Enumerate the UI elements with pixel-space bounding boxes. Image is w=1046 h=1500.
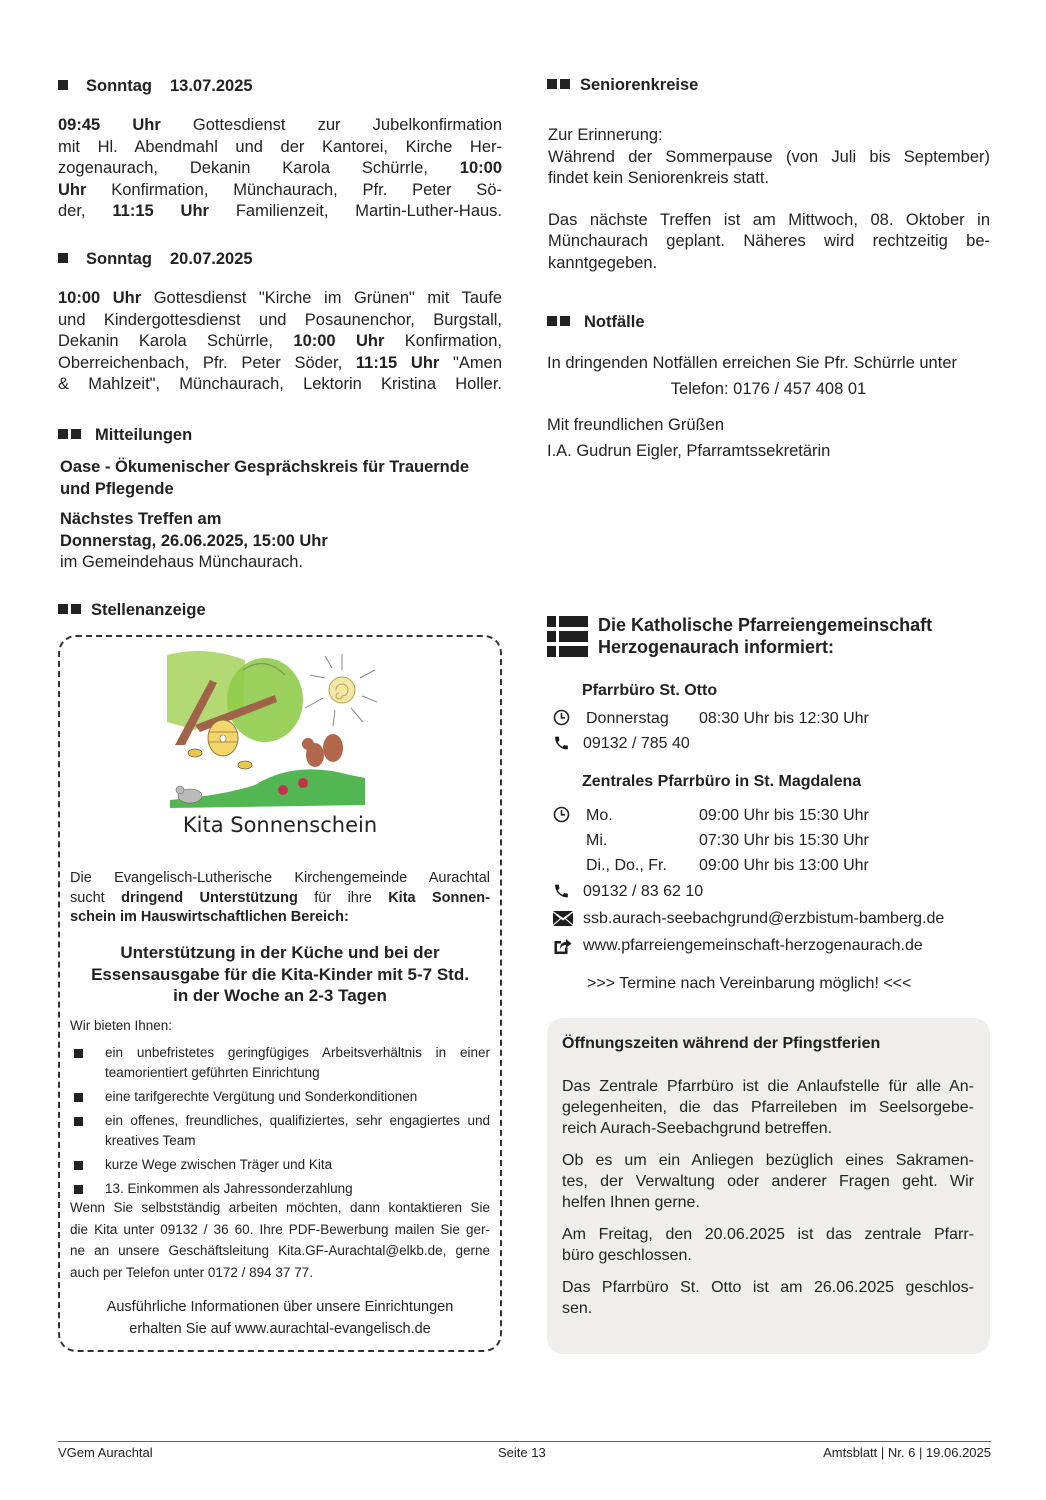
sunday-2-heading — [58, 249, 253, 271]
pfingstferien-info-box — [547, 1018, 990, 1354]
bullet-square-icon — [74, 1117, 83, 1126]
hours-day: Mi. — [586, 832, 608, 849]
magdalena-website-row — [547, 935, 990, 957]
pfingstferien-paragraph: Am Freitag, den 20.06.2025 ist das zentrale Pfarr- büro geschlossen. — [562, 1226, 974, 1264]
otto-phone: 09132 / 785 40 — [583, 735, 690, 752]
job-ad-box — [58, 635, 502, 1352]
hours-day: Mo. — [586, 807, 613, 824]
appointment-note: >>> Termine nach Vereinbarung möglich! <<< — [587, 975, 912, 992]
text-line: der, 11:15 Uhr Familienzeit, Martin-Luther-Haus. — [58, 202, 503, 220]
envelope-icon — [553, 911, 573, 926]
hours-day: Di., Do., Fr. — [586, 857, 667, 874]
kita-logo-illustration — [165, 650, 380, 810]
bullet-square-icon — [547, 316, 557, 326]
sunday-1-schedule — [58, 115, 502, 223]
offer-item: ein unbefristetes geringfügiges Arbeitsverhältnis in einer teamorientiert geführten Einrichtung — [70, 1043, 490, 1083]
text-line: Uhr Konfirmation, Münchaurach, Pfr. Peter Sö- — [58, 180, 502, 199]
mitteilungen-heading: Mitteilungen — [58, 425, 192, 447]
catholic-section-title: Die Katholische Pfarreiengemeinschaft Herzogenaurach informiert: — [598, 615, 933, 657]
bullet-square-icon — [71, 604, 81, 614]
magdalena-phone-row — [547, 881, 990, 903]
offer-item: ein offenes, freundliches, qualifiziertes, sehr engagiertes und kreatives Team — [70, 1111, 490, 1151]
clock-icon — [553, 709, 570, 726]
day-label: Sonntag — [86, 250, 152, 268]
website-link[interactable]: erhalten Sie auf www.aurachtal-evangelisch.de — [129, 1320, 431, 1337]
bullet-square-icon — [58, 253, 68, 263]
sunday-1-heading — [58, 76, 253, 98]
bullet-square-icon — [71, 429, 81, 439]
clock-icon — [553, 806, 570, 823]
otto-hours-row: Donnerstag 08:30 Uhr bis 12:30 Uhr — [547, 708, 990, 730]
text-line: Oberreichenbach, Pfr. Peter Söder, 11:15 Uhr "Amen — [58, 353, 502, 372]
offer-item: kurze Wege zwischen Träger und Kita — [70, 1155, 490, 1175]
text-line: und Kindergottesdienst und Posaunenchor, Burgstall, — [58, 310, 502, 329]
kita-logo-caption: Kita Sonnenschein — [182, 813, 378, 837]
bullet-square-icon — [74, 1161, 83, 1170]
bullet-square-icon — [547, 79, 557, 89]
bullet-square-icon — [58, 80, 68, 90]
text-line: & Mahlzeit", Münchaurach, Lektorin Kristina Holler. — [58, 375, 502, 393]
hours-time: 07:30 Uhr bis 15:30 Uhr — [699, 832, 869, 849]
footer-page-number: Seite 13 — [498, 1445, 546, 1460]
notfaelle-body: In dringenden Notfällen erreichen Sie Pfr. Schürrle unter Telefon: 0176 / 457 408 01 Mit freundlichen Grüßen I.A. Gudrun Eigler, Pfarramtssekretärin — [547, 350, 990, 464]
list-menu-icon — [547, 616, 588, 658]
text-line: 10:00 Uhr Gottesdienst "Kirche im Grünen" mit Taufe — [58, 289, 502, 307]
notfaelle-heading: Notfälle — [547, 312, 645, 334]
job-ad-more-info: Ausführliche Informationen über unsere Einrichtungen erhalten Sie auf www.aurachtal-evangelisch.de — [60, 1297, 500, 1340]
magdalena-email-row — [547, 908, 990, 930]
offer-item: 13. Einkommen als Jahressonderzahlung — [70, 1179, 490, 1199]
sunday-2-schedule — [58, 288, 502, 396]
bullet-square-icon — [560, 79, 570, 89]
job-ad-contact: Wenn Sie selbstständig arbeiten möchten, dann kontaktieren Sie die Kita unter 09132 / 36 60. Ihre PDF-Bewerbung mailen Sie ger- ne an unsere Geschäftsleitung Kita.GF-Aurachtal@elkb.de, gerne auch per Telefon unter 0172 / 894 37 77. — [70, 1200, 490, 1280]
signature: I.A. Gudrun Eigler, Pfarramtssekretärin — [547, 442, 831, 460]
bullet-square-icon — [560, 316, 570, 326]
oase-title: Oase - Ökumenischer Gesprächskreis für Trauernde und Pflegende — [60, 458, 470, 498]
phone-icon — [553, 734, 570, 752]
text-line: sucht dringend Unterstützung für ihre Kita Sonnen- — [70, 889, 490, 906]
external-link-icon — [553, 937, 572, 955]
email-link[interactable]: ssb.aurach-seebachgrund@erzbistum-bamberg.de — [583, 910, 945, 927]
job-ad-highlight: Unterstützung in der Küche und bei der Essensausgabe für die Kita-Kinder mit 5-7 Std. in der Woche an 2-3 Tagen — [91, 943, 469, 1005]
pfingstferien-heading: Öffnungszeiten während der Pfingstferien — [562, 1035, 881, 1052]
seniorenkreise-heading: Seniorenkreise — [547, 75, 698, 97]
hours-time: 09:00 Uhr bis 13:00 Uhr — [699, 857, 869, 874]
bullet-square-icon — [74, 1185, 83, 1194]
offer-item: eine tarifgerechte Vergütung und Sonderkonditionen — [70, 1087, 490, 1107]
offer-label: Wir bieten Ihnen: — [70, 1018, 173, 1033]
date-label: 20.07.2025 — [170, 250, 253, 268]
seniorenkreise-body: Zur Erinnerung: Während der Sommerpause (von Juli bis September) findet kein Seniorenkreis statt. Das nächste Treffen ist am Mittwoch, 08. Oktober in Münchaurach geplant. Näheres wird rechtzeitig be- kanntgegeben. — [548, 126, 990, 272]
website-link[interactable]: www.pfarreiengemeinschaft-herzogenaurach.de — [583, 937, 923, 954]
otto-heading: Pfarrbüro St. Otto — [582, 682, 718, 699]
phone-icon — [553, 882, 570, 900]
bullet-square-icon — [58, 429, 68, 439]
oase-meeting: Nächstes Treffen am Donnerstag, 26.06.2025, 15:00 Uhr im Gemeindehaus Münchaurach. — [60, 510, 328, 571]
footer-issue: Amtsblatt | Nr. 6 | 19.06.2025 — [823, 1445, 991, 1460]
magdalena-phone: 09132 / 83 62 10 — [583, 883, 704, 900]
emergency-phone: Telefon: 0176 / 457 408 01 — [670, 380, 867, 398]
text-line: Dekanin Karola Schürrle, 10:00 Uhr Konfirmation, — [58, 332, 502, 350]
bullet-square-icon — [74, 1093, 83, 1102]
text-line: 09:45 Uhr Gottesdienst zur Jubelkonfirmation — [58, 116, 502, 134]
otto-phone-row — [547, 733, 990, 755]
pfingstferien-paragraph: Ob es um ein Anliegen bezüglich eines Sakramen- tes, der Verwaltung oder anderer Fragen geht. Wir helfen Ihnen gerne. — [562, 1152, 974, 1211]
job-ad-intro: Die Evangelisch-Lutherische Kirchengemeinde Aurachtal sucht dringend Unterstützung für ihre Kita Sonnen- schein im Hauswirtschaftlichen Bereich: — [70, 870, 490, 925]
text-line: mit Hl. Abendmahl und der Kantorei, Kirche Her- — [58, 137, 502, 156]
pfingstferien-paragraph: Das Pfarrbüro St. Otto ist am 26.06.2025 geschlos- sen. — [562, 1279, 974, 1317]
day-label: Sonntag — [86, 77, 152, 95]
bullet-square-icon — [74, 1049, 83, 1058]
stellenanzeige-heading: Stellenanzeige — [58, 600, 206, 622]
text-line: zogenaurach, Dekanin Karola Schürrle, 10:00 — [58, 159, 502, 177]
date-label: 13.07.2025 — [170, 77, 253, 95]
magdalena-heading: Zentrales Pfarrbüro in St. Magdalena — [582, 773, 862, 790]
bullet-square-icon — [58, 604, 68, 614]
footer-publisher: VGem Aurachtal — [58, 1445, 153, 1460]
pfingstferien-paragraph: Das Zentrale Pfarrbüro ist die Anlaufstelle für alle An- gelegenheiten, die das Pfarreileben im Seelsorgebe- reich Aurach-Seebachgrund betreffen. — [562, 1078, 974, 1137]
offers-list — [70, 1043, 490, 1203]
hours-time: 09:00 Uhr bis 15:30 Uhr — [699, 807, 869, 824]
